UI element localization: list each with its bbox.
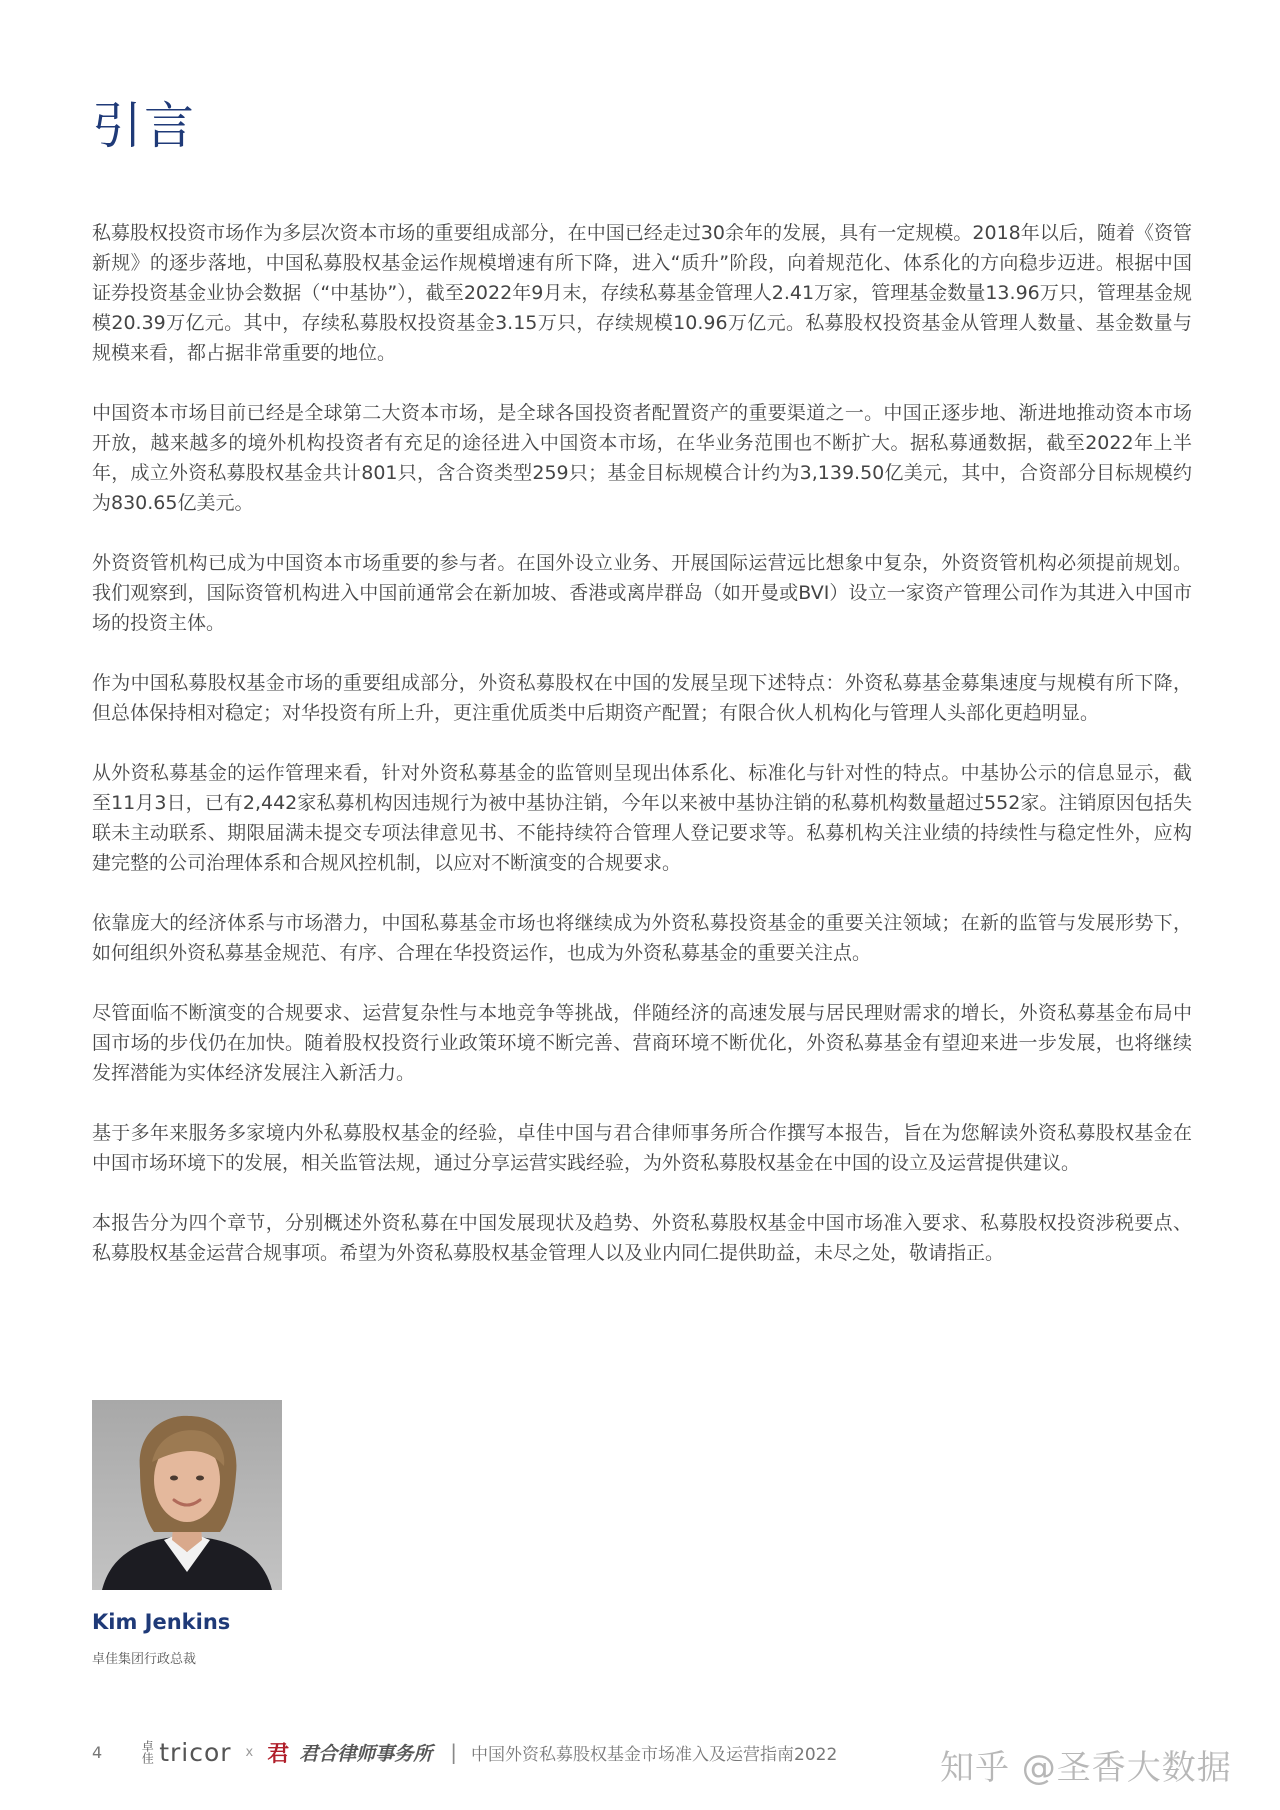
junhe-logo xyxy=(267,1737,432,1768)
junhe-logo-word: 君合律师事务所 xyxy=(299,1742,433,1765)
paragraph-4: 作为中国私募股权基金市场的重要组成部分，外资私募股权在中国的发展呈现下述特点：外资私募基金募集速度与规模有所下降，但总体保持相对稳定；对华投资有所上升，更注重优质类中后期资产配置；有限合伙人机构化与管理人头部化更趋明显。 xyxy=(92,672,1192,724)
paragraph-5: 从外资私募基金的运作管理来看，针对外资私募基金的监管则呈现出体系化、标准化与针对性的特点。中基协公示的信息显示，截至11月3日，已有2,442家私募机构因违规行为被中基协注销，今年以来被中基协注销的私募机构数量超过552家。注销原因包括失联未主动联系、期限届满未提交专项法律意见书、不能持续符合管理人登记要求等。私募机构关注业绩的持续性与稳定性外，应构建完整的公司治理体系和合规风控机制，以应对不断演变的合规要求。 xyxy=(92,762,1192,874)
tricor-logo-mark: 卓佳 xyxy=(140,1740,155,1764)
tricor-logo xyxy=(140,1738,231,1767)
tricor-logo-word: tricor xyxy=(159,1737,232,1767)
logo-separator: x xyxy=(245,1744,254,1760)
portrait-illustration xyxy=(92,1400,282,1590)
body-text xyxy=(92,218,1192,1298)
footer-divider: | xyxy=(450,1740,458,1764)
author-portrait xyxy=(92,1400,282,1590)
junhe-logo-mark: 君 xyxy=(267,1740,290,1767)
paragraph-7: 尽管面临不断演变的合规要求、运营复杂性与本地竞争等挑战，伴随经济的高速发展与居民理财需求的增长，外资私募基金布局中国市场的步伐仍在加快。随着股权投资行业政策环境不断完善、营商环境不断优化，外资私募基金有望迎来进一步发展，也将继续发挥潜能为实体经济发展注入新活力。 xyxy=(92,1002,1192,1084)
author-name: Kim Jenkins xyxy=(92,1610,231,1634)
paragraph-9: 本报告分为四个章节，分别概述外资私募在中国发展现状及趋势、外资私募股权基金中国市场准入要求、私募股权投资涉税要点、私募股权基金运营合规事项。希望为外资私募股权基金管理人以及业内同仁提供助益，未尽之处，敬请指正。 xyxy=(92,1212,1192,1264)
paragraph-1: 私募股权投资市场作为多层次资本市场的重要组成部分，在中国已经走过30余年的发展，具有一定规模。2018年以后，随着《资管新规》的逐步落地，中国私募股权基金运作规模增速有所下降，进入“质升”阶段，向着规范化、体系化的方向稳步迈进。根据中国证券投资基金业协会数据（“中基协”），截至2022年9月末，存续私募基金管理人2.41万家，管理基金数量13.96万只，管理基金规模20.39万亿元。其中，存续私募股权投资基金3.15万只，存续规模10.96万亿元。私募股权投资基金从管理人数量、基金数量与规模来看，都占据非常重要的地位。 xyxy=(92,222,1192,364)
paragraph-8: 基于多年来服务多家境内外私募股权基金的经验，卓佳中国与君合律师事务所合作撰写本报告，旨在为您解读外资私募股权基金在中国市场环境下的发展，相关监管法规，通过分享运营实践经验，为外资私募股权基金在中国的设立及运营提供建议。 xyxy=(92,1122,1192,1174)
paragraph-3: 外资资管机构已成为中国资本市场重要的参与者。在国外设立业务、开展国际运营远比想象中复杂，外资资管机构必须提前规划。我们观察到，国际资管机构进入中国前通常会在新加坡、香港或离岸群岛（如开曼或BVI）设立一家资产管理公司作为其进入中国市场的投资主体。 xyxy=(92,552,1192,634)
page-number: 4 xyxy=(92,1742,103,1762)
page-title: 引言 xyxy=(92,97,196,155)
author-title: 卓佳集团行政总裁 xyxy=(92,1652,197,1667)
page-footer xyxy=(92,1732,837,1772)
footer-report-title: 中国外资私募股权基金市场准入及运营指南2022 xyxy=(471,1744,838,1765)
paragraph-2: 中国资本市场目前已经是全球第二大资本市场，是全球各国投资者配置资产的重要渠道之一。中国正逐步地、渐进地推动资本市场开放，越来越多的境外机构投资者有充足的途径进入中国资本市场，在华业务范围也不断扩大。据私募通数据，截至2022年上半年，成立外资私募股权基金共计801只，含合资类型259只；基金目标规模合计约为3,139.50亿美元，其中，合资部分目标规模约为830.65亿美元。 xyxy=(92,402,1192,514)
watermark: 知乎 @圣香大数据 xyxy=(940,1748,1232,1788)
paragraph-6: 依靠庞大的经济体系与市场潜力，中国私募基金市场也将继续成为外资私募投资基金的重要关注领域；在新的监管与发展形势下，如何组织外资私募基金规范、有序、合理在华投资运作，也成为外资私募基金的重要关注点。 xyxy=(92,912,1192,964)
